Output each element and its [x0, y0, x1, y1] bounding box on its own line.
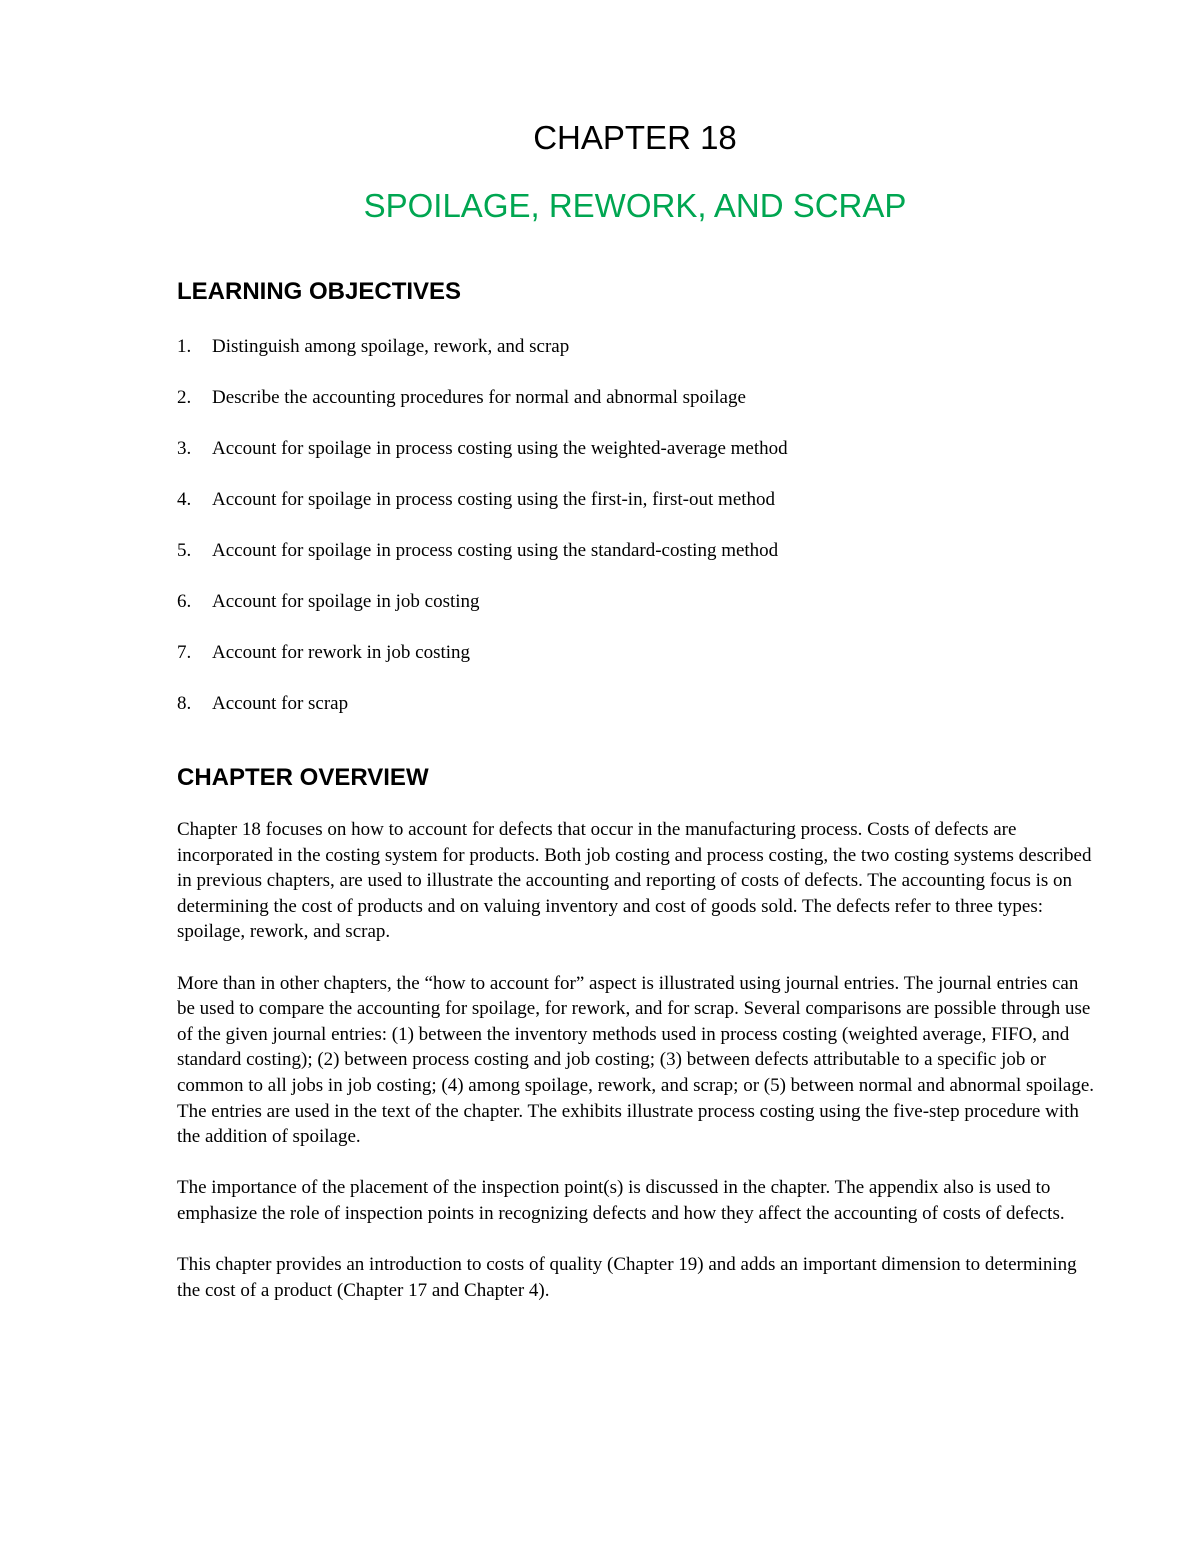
- list-item-text: Describe the accounting procedures for normal and abnormal spoilage: [212, 387, 746, 408]
- list-item: [177, 538, 788, 589]
- list-item: [177, 691, 788, 717]
- overview-paragraph: Chapter 18 focuses on how to account for defects that occur in the manufacturing process. Costs of defects are incorporated in the costing system for products. Both job costing and process costing, the two costing systems described in previous chapters, are used to illustrate the accounting and reporting of costs of defects. The accounting focus is on determining the cost of products and on valuing inventory and cost of goods sold. The defects refer to three types: spoilage, rework, and scrap.: [177, 819, 1092, 943]
- chapter-title: SPOILAGE, REWORK, AND SCRAP: [363, 187, 907, 224]
- list-item: [177, 589, 788, 640]
- list-item-text: Account for rework in job costing: [212, 642, 471, 663]
- chapter-overview-body: [177, 817, 1097, 1329]
- list-item-number: 4.: [177, 489, 192, 510]
- list-item-text: Account for spoilage in job costing: [212, 591, 480, 612]
- list-item: [177, 334, 788, 385]
- overview-paragraph: This chapter provides an introduction to costs of quality (Chapter 19) and adds an important dimension to determining the cost of a product (Chapter 17 and Chapter 4).: [177, 1254, 1077, 1301]
- list-item-number: 2.: [177, 387, 192, 408]
- list-item-number: 1.: [177, 336, 192, 357]
- chapter-overview-heading: CHAPTER OVERVIEW: [177, 764, 429, 791]
- list-item-number: 6.: [177, 591, 192, 612]
- list-item-number: 5.: [177, 540, 192, 561]
- list-item-text: Account for scrap: [212, 693, 349, 714]
- list-item-number: 8.: [177, 693, 192, 714]
- list-item-number: 7.: [177, 642, 192, 663]
- chapter-number: CHAPTER 18: [533, 119, 737, 156]
- overview-paragraph: More than in other chapters, the “how to account for” aspect is illustrated using journal entries. The journal entries can be used to compare the accounting for spoilage, for rework, and for scrap. Several comparisons are possible through use of the given journal entries: (1) between the inventory methods used in process costing (weighted average, FIFO, and standard costing); (2) between process costing and job costing; (3) between defects attributable to a specific job or common to all jobs in job costing; (4) among spoilage, rework, and scrap; or (5) between normal and abnormal spoilage. The entries are used in the text of the chapter. The exhibits illustrate process costing using the five-step procedure with the addition of spoilage.: [177, 972, 1095, 1148]
- learning-objectives-heading: LEARNING OBJECTIVES: [177, 278, 462, 305]
- list-item-text: Distinguish among spoilage, rework, and scrap: [212, 336, 570, 357]
- list-item-text: Account for spoilage in process costing using the standard-costing method: [212, 540, 779, 561]
- list-item-text: Account for spoilage in process costing using the weighted-average method: [212, 438, 788, 459]
- list-item-text: Account for spoilage in process costing using the first-in, first-out method: [212, 489, 776, 510]
- list-item: [177, 436, 788, 487]
- list-item-number: 3.: [177, 438, 192, 459]
- list-item: [177, 640, 788, 691]
- learning-objectives-list: [177, 334, 788, 717]
- list-item: [177, 385, 788, 436]
- overview-paragraph: The importance of the placement of the inspection point(s) is discussed in the chapter. The appendix also is used to emphasize the role of inspection points in recognizing defects and how they affect the accounting of costs of defects.: [177, 1177, 1065, 1224]
- list-item: [177, 487, 788, 538]
